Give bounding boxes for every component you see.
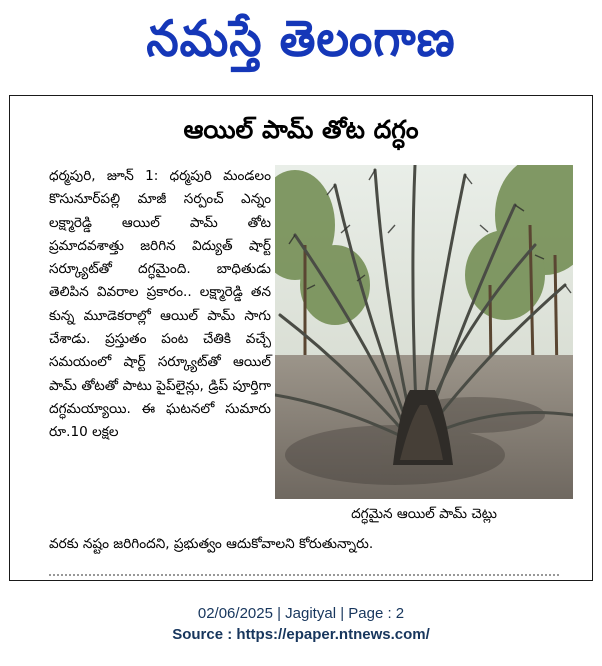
article-photo [275,165,573,499]
footer-date-edition: 02/06/2025 | Jagityal | Page : 2 [197,605,405,622]
clipping-cut-edge [49,574,559,581]
article-body: ధర్మపురి, జూన్ 1: ధర్మపురి మండలం కొసునూర్‌పల్లి మాజీ సర్పంచ్ ఎన్నం లక్ష్మారెడ్డి ఆయిల్ పామ్ తోట ప్రమాదవశాత్తు జరిగిన విద్యుత్ షార్ట్ సర్క్యూట్‌తో దగ్ధమైంది. బాధితుడు తెలిపిన వివరాల ప్రకారం.. లక్ష్మారెడ్డి తన కున్న మూడెకరాల్లో ఆయిల్ పామ్ సాగు చేశాడు. ప్రస్తుతం పంట చేతికి వచ్చే సమయంలో షార్ట్ సర్క్యూట్‌తో ఆయిల్ పామ్ తోటతో పాటు పైప్‌లైన్లు, డ్రిప్ పూర్తిగా దగ్ధమయ్యాయి. ఈ ఘటనలో సుమారు రూ.10 లక్షల [49,168,271,441]
article-body-last-line: వరకు నష్టం జరిగిందని, ప్రభుత్వం ఆదుకోవాలని కోరుతున్నారు. [49,536,374,552]
news-clipping [9,95,593,581]
burnt-palm-photo [275,165,573,499]
article-headline: ఆయిల్ పామ్ తోట దగ్ధం [183,115,419,144]
footer-source: Source : https://epaper.ntnews.com/ [172,626,430,643]
newspaper-masthead [0,6,602,70]
clipping-footer [0,603,602,645]
photo-caption: దగ్ధమైన ఆయిల్ పామ్ చెట్లు [351,506,497,522]
masthead-title: నమస్తే తెలంగాణ [146,8,456,68]
